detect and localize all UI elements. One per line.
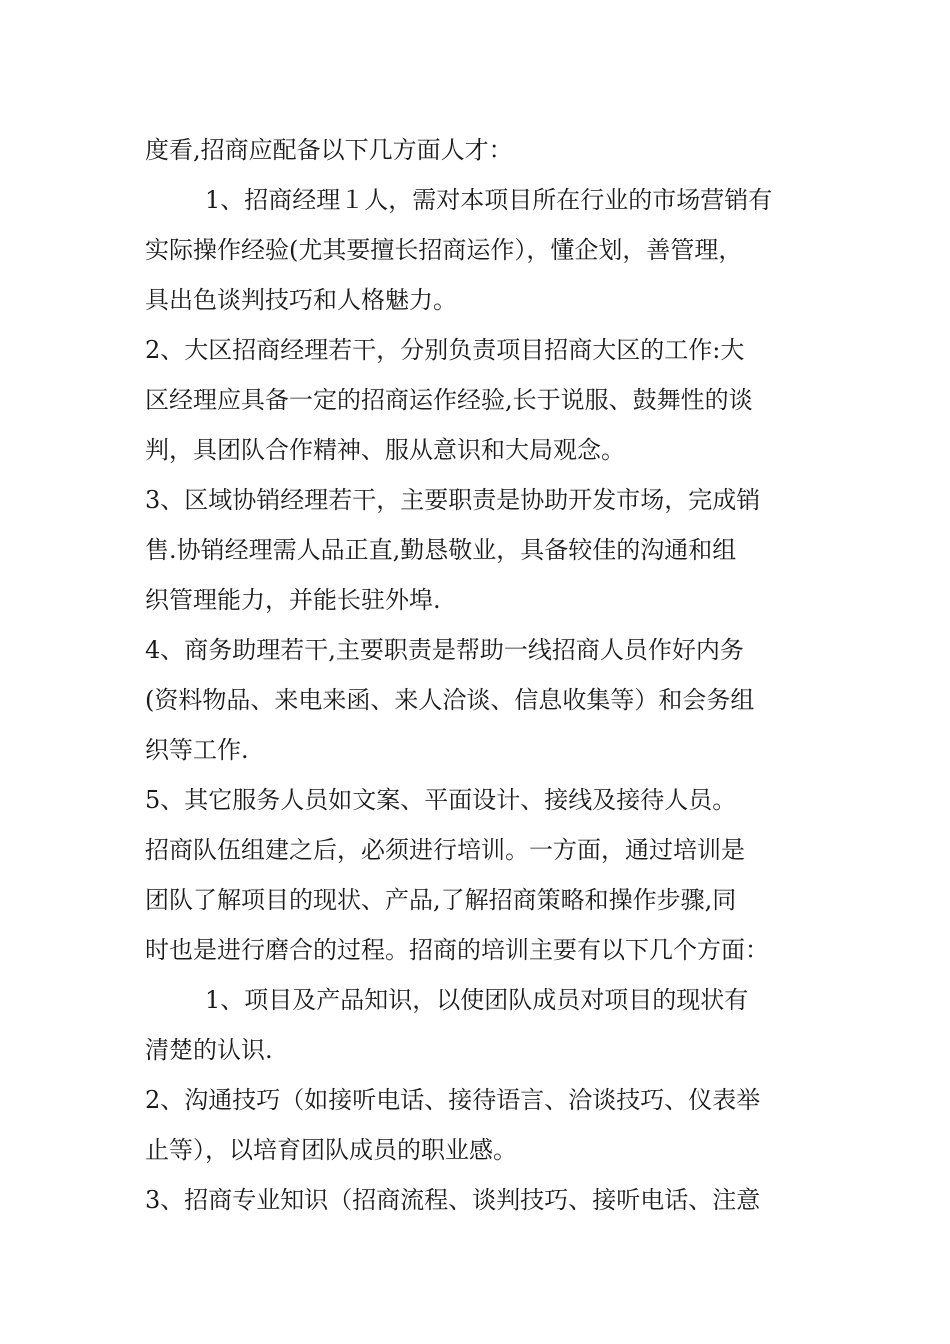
- text-line-13: 织等工作.: [145, 736, 249, 764]
- text-line-19: 清楚的认识.: [145, 1036, 273, 1064]
- text-line-16: 团队了解项目的现状、产品,了解招商策略和操作步骤,同: [145, 886, 737, 914]
- text-line-14: 5、其它服务人员如文案、平面设计、接线及接待人员。: [145, 786, 737, 814]
- text-line-20: 2、沟通技巧（如接听电话、接待语言、洽谈技巧、仪表举: [145, 1086, 761, 1114]
- text-line-10: 织管理能力，并能长驻外埠.: [145, 586, 441, 614]
- text-line-6: 区经理应具备一定的招商运作经验,长于说服、鼓舞性的谈: [145, 386, 753, 414]
- text-line-18: 1、项目及产品知识，以使团队成员对项目的现状有: [205, 986, 749, 1014]
- text-line-17: 时也是进行磨合的过程。招商的培训主要有以下几个方面：: [145, 936, 769, 964]
- text-line-22: 3、招商专业知识（招商流程、谈判技巧、接听电话、注意: [145, 1186, 761, 1214]
- text-line-11: 4、商务助理若干,主要职责是帮助一线招商人员作好内务: [145, 636, 744, 664]
- text-line-12: (资料物品、来电来函、来人洽谈、信息收集等）和会务组: [145, 686, 755, 714]
- text-line-3: 实际操作经验(尤其要擅长招商运作），懂企划，善管理，: [145, 236, 743, 264]
- text-line-2: 1、招商经理１人，需对本项目所在行业的市场营销有: [205, 186, 773, 214]
- text-line-15: 招商队伍组建之后，必须进行培训。一方面，通过培训是: [145, 836, 745, 864]
- text-line-8: 3、区域协销经理若干，主要职责是协助开发市场，完成销: [145, 486, 761, 514]
- text-line-4: 具出色谈判技巧和人格魅力。: [145, 286, 457, 314]
- text-line-9: 售.协销经理需人品正直,勤恳敬业，具备较佳的沟通和组: [145, 536, 737, 564]
- text-line-21: 止等），以培育团队成员的职业感。: [145, 1136, 517, 1164]
- text-line-1: 度看,招商应配备以下几方面人才：: [145, 136, 513, 164]
- text-line-5: 2、大区招商经理若干，分别负责项目招商大区的工作:大: [145, 336, 745, 364]
- text-line-7: 判，具团队合作精神、服从意识和大局观念。: [145, 436, 625, 464]
